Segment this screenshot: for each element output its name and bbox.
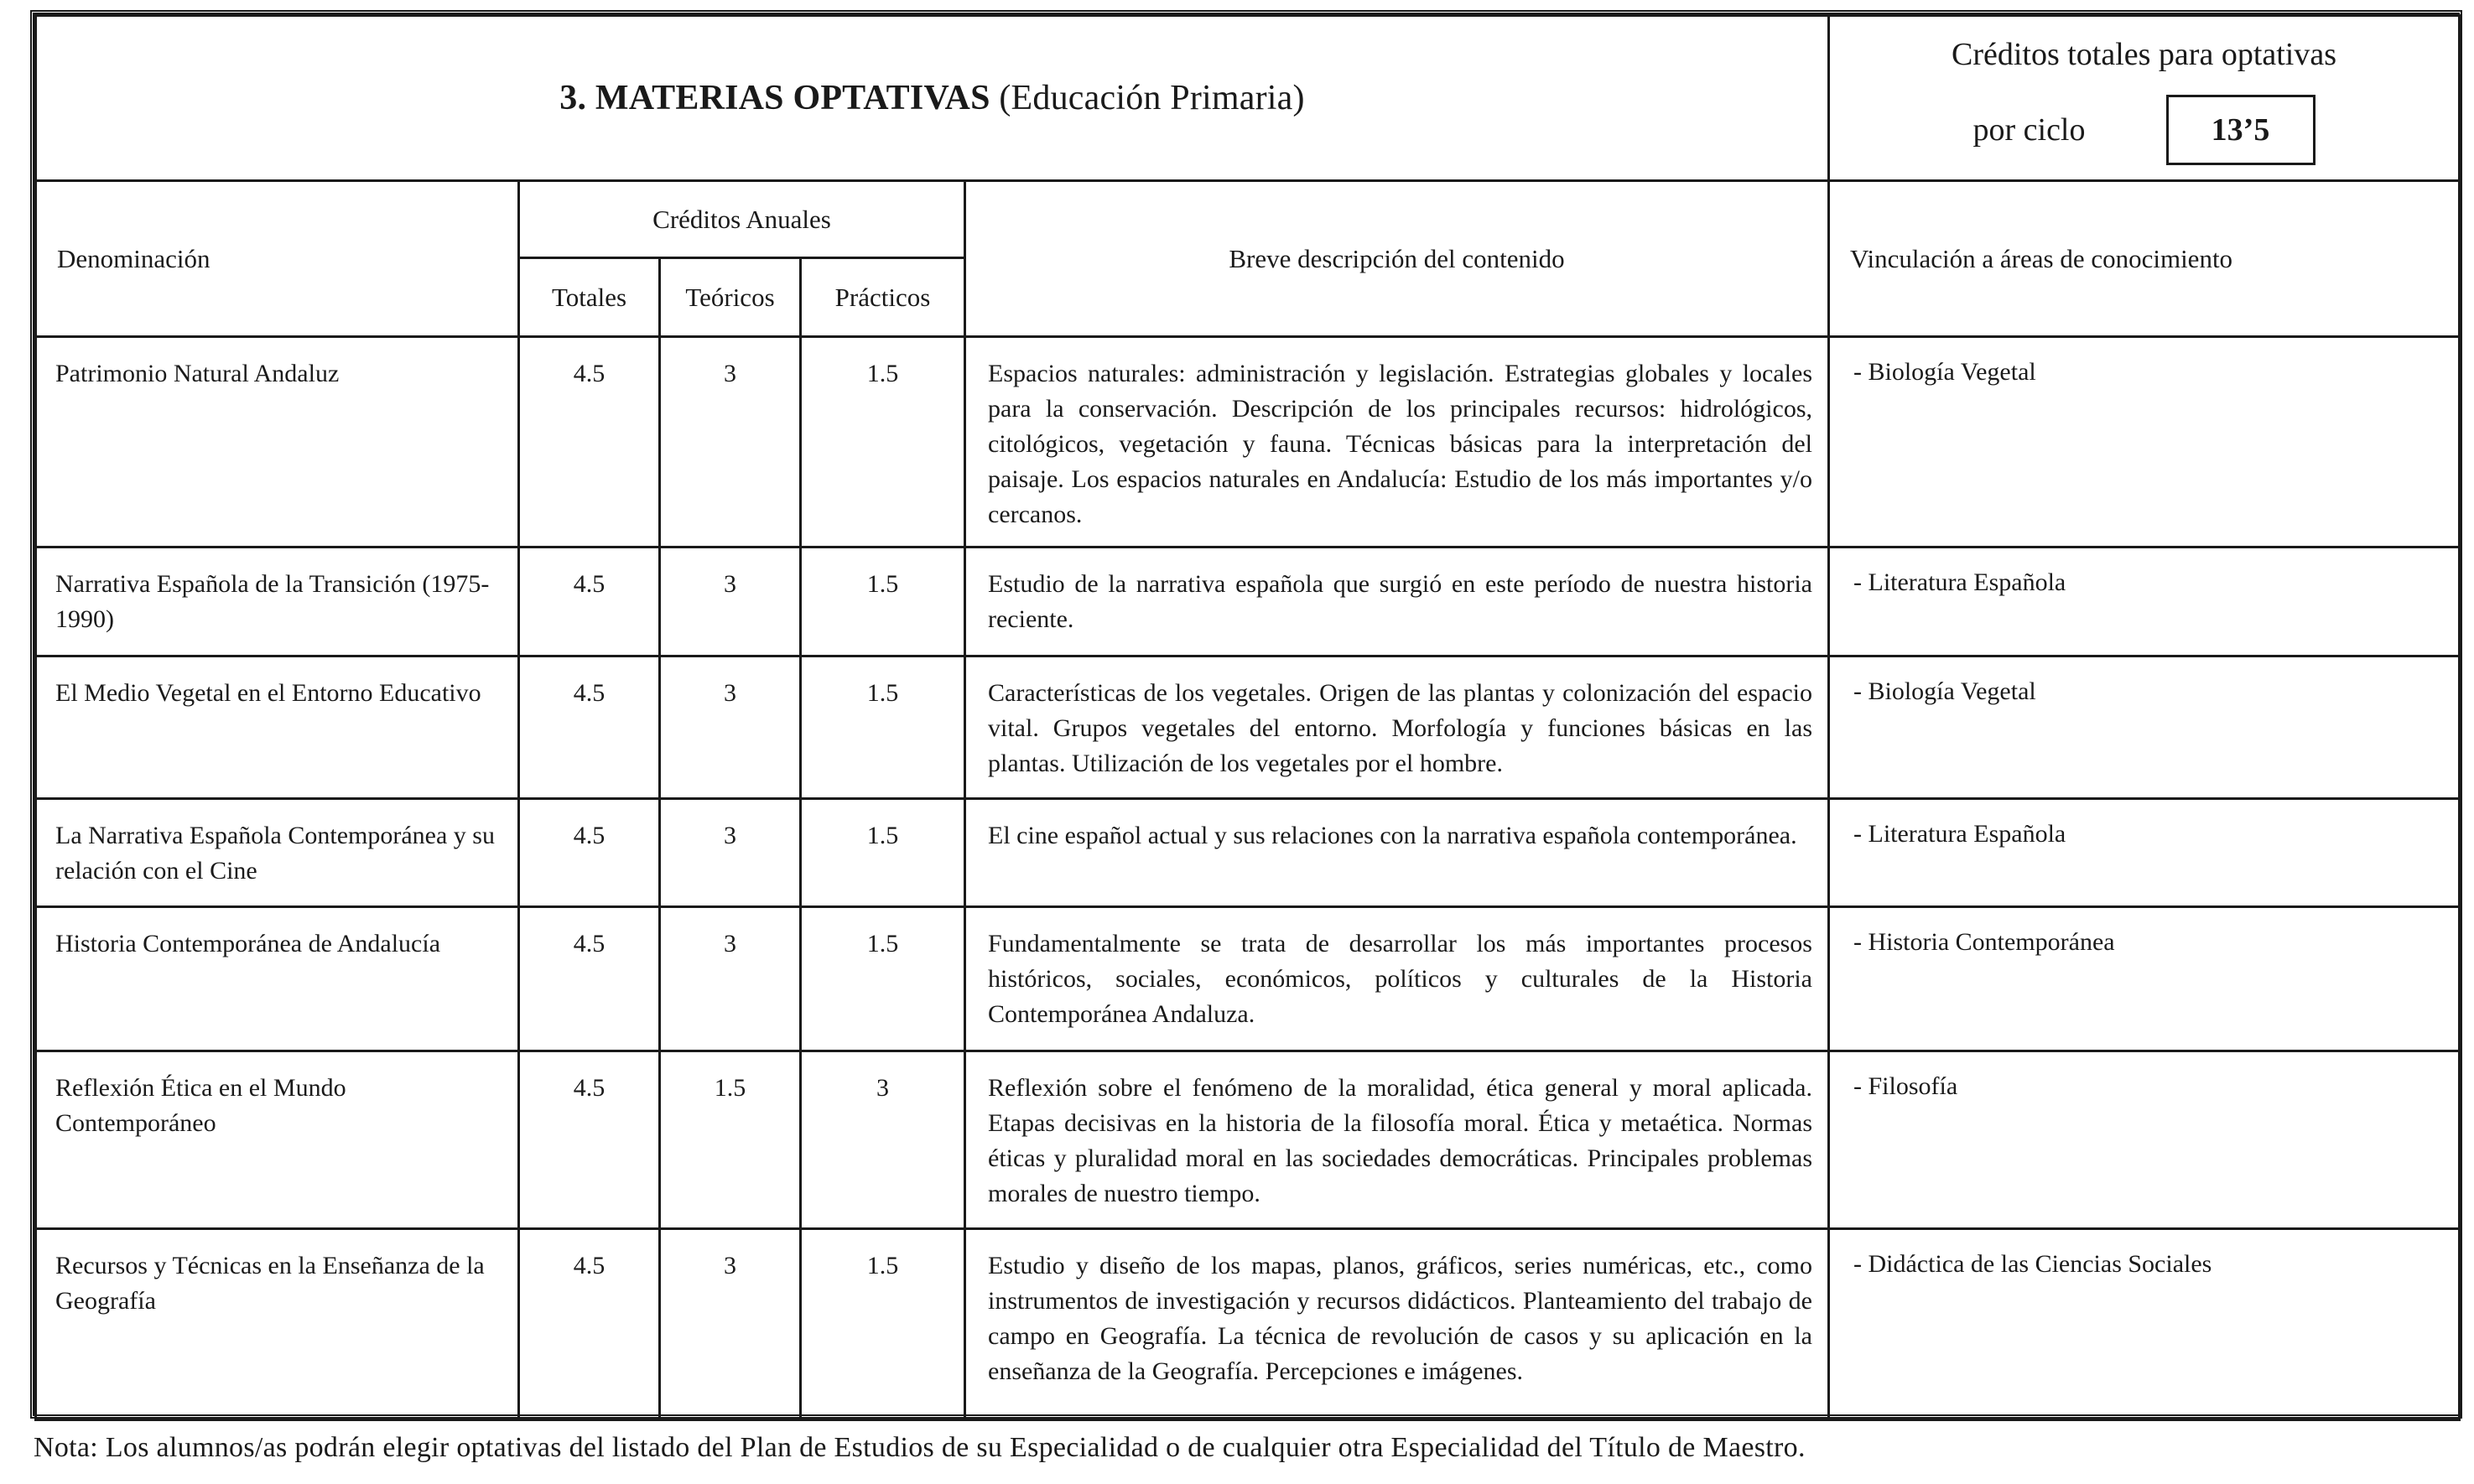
row-practicos: 1.5 (801, 907, 965, 1051)
credits-label: Créditos totales para optativas (1951, 37, 2337, 72)
row-teoricos: 1.5 (660, 1051, 801, 1229)
row-totales: 4.5 (519, 547, 660, 656)
credits-value-box: 13’5 (2166, 95, 2315, 165)
page-title-rest: (Educación Primaria) (990, 79, 1305, 117)
table-row (36, 1051, 2460, 1229)
row-description: Reflexión sobre el fenómeno de la moralidad, ética general y moral aplicada. Etapas decisivas en la historia de la filosofía moral. Ética y metaética. Normas éticas y pluralidad moral en las sociedades democráticas. Principales problemas morales de nuestro tiempo. (965, 1051, 1829, 1229)
row-name: Recursos y Técnicas en la Enseñanza de la Geografía (36, 1229, 519, 1420)
row-teoricos: 3 (660, 337, 801, 547)
row-area: - Didáctica de las Ciencias Sociales (1829, 1229, 2460, 1420)
row-description: Estudio de la narrativa española que surgió en este período de nuestra historia reciente. (965, 547, 1829, 656)
row-description: Estudio y diseño de los mapas, planos, gráficos, series numéricas, etc., como instrumentos de investigación y recursos didácticos. Planteamiento del trabajo de campo en Geografía. La técnica de revolución de casos y su aplicación en la enseñanza de la Geografía. Percepciones e imágenes. (965, 1229, 1829, 1420)
page-title-bold: 3. MATERIAS OPTATIVAS (559, 79, 990, 117)
row-teoricos: 3 (660, 656, 801, 799)
row-practicos: 1.5 (801, 337, 965, 547)
row-teoricos: 3 (660, 547, 801, 656)
row-totales: 4.5 (519, 907, 660, 1051)
footnote: Nota: Los alumnos/as podrán elegir optativas del listado del Plan de Estudios de su Especialidad o de cualquier otra Especialidad del Título de Maestro. (34, 1432, 1806, 1463)
row-area: - Literatura Española (1829, 799, 2460, 907)
col-header-descripcion: Breve descripción del contenido (965, 181, 1829, 337)
row-totales: 4.5 (519, 799, 660, 907)
table-row (36, 1229, 2460, 1420)
row-description: Fundamentalmente se trata de desarrollar los más importantes procesos históricos, sociales, económicos, políticos y culturales de la Historia Contemporánea Andaluza. (965, 907, 1829, 1051)
row-description: Espacios naturales: administración y legislación. Estrategias globales y locales para la conservación. Descripción de los principales recursos: hidrológicos, citológicos, vegetación y fauna. Técnicas básicas para la interpretación del paisaje. Los espacios naturales en Andalucía: Estudio de los más importantes y/o cercanos. (965, 337, 1829, 547)
col-header-totales: Totales (519, 258, 660, 337)
credits-total-cell (1829, 16, 2460, 181)
row-name: El Medio Vegetal en el Entorno Educativo (36, 656, 519, 799)
row-description: El cine español actual y sus relaciones con la narrativa española contemporánea. (965, 799, 1829, 907)
row-totales: 4.5 (519, 337, 660, 547)
col-header-vinculacion: Vinculación a áreas de conocimiento (1829, 181, 2460, 337)
col-header-practicos: Prácticos (801, 258, 965, 337)
header-row-1 (36, 181, 2460, 258)
col-header-teoricos: Teóricos (660, 258, 801, 337)
row-totales: 4.5 (519, 656, 660, 799)
optativas-table (34, 14, 2461, 1421)
row-practicos: 1.5 (801, 1229, 965, 1420)
row-area: - Biología Vegetal (1829, 656, 2460, 799)
row-teoricos: 3 (660, 1229, 801, 1420)
table-row (36, 907, 2460, 1051)
table-row (36, 337, 2460, 547)
row-practicos: 1.5 (801, 547, 965, 656)
row-name: Reflexión Ética en el Mundo Contemporáneo (36, 1051, 519, 1229)
row-totales: 4.5 (519, 1051, 660, 1229)
row-practicos: 1.5 (801, 799, 965, 907)
document-frame (30, 10, 2462, 1419)
row-area: - Literatura Española (1829, 547, 2460, 656)
row-area: - Biología Vegetal (1829, 337, 2460, 547)
row-teoricos: 3 (660, 799, 801, 907)
credits-label-cycle: por ciclo (1972, 112, 2086, 148)
row-name: Historia Contemporánea de Andalucía (36, 907, 519, 1051)
row-name: La Narrativa Española Contemporánea y su relación con el Cine (36, 799, 519, 907)
title-row (36, 16, 2460, 181)
row-totales: 4.5 (519, 1229, 660, 1420)
col-header-creditos-anuales: Créditos Anuales (519, 181, 965, 258)
row-practicos: 1.5 (801, 656, 965, 799)
row-area: - Historia Contemporánea (1829, 907, 2460, 1051)
row-name: Narrativa Española de la Transición (1975-1990) (36, 547, 519, 656)
table-row (36, 799, 2460, 907)
row-name: Patrimonio Natural Andaluz (36, 337, 519, 547)
row-teoricos: 3 (660, 907, 801, 1051)
row-area: - Filosofía (1829, 1051, 2460, 1229)
row-description: Características de los vegetales. Origen de las plantas y colonización del espacio vital. Grupos vegetales del entorno. Morfología y funciones básicas en las plantas. Utilización de los vegetales por el hombre. (965, 656, 1829, 799)
row-practicos: 3 (801, 1051, 965, 1229)
table-row (36, 547, 2460, 656)
page-title (36, 16, 1829, 181)
col-header-denominacion: Denominación (36, 181, 519, 337)
table-row (36, 656, 2460, 799)
